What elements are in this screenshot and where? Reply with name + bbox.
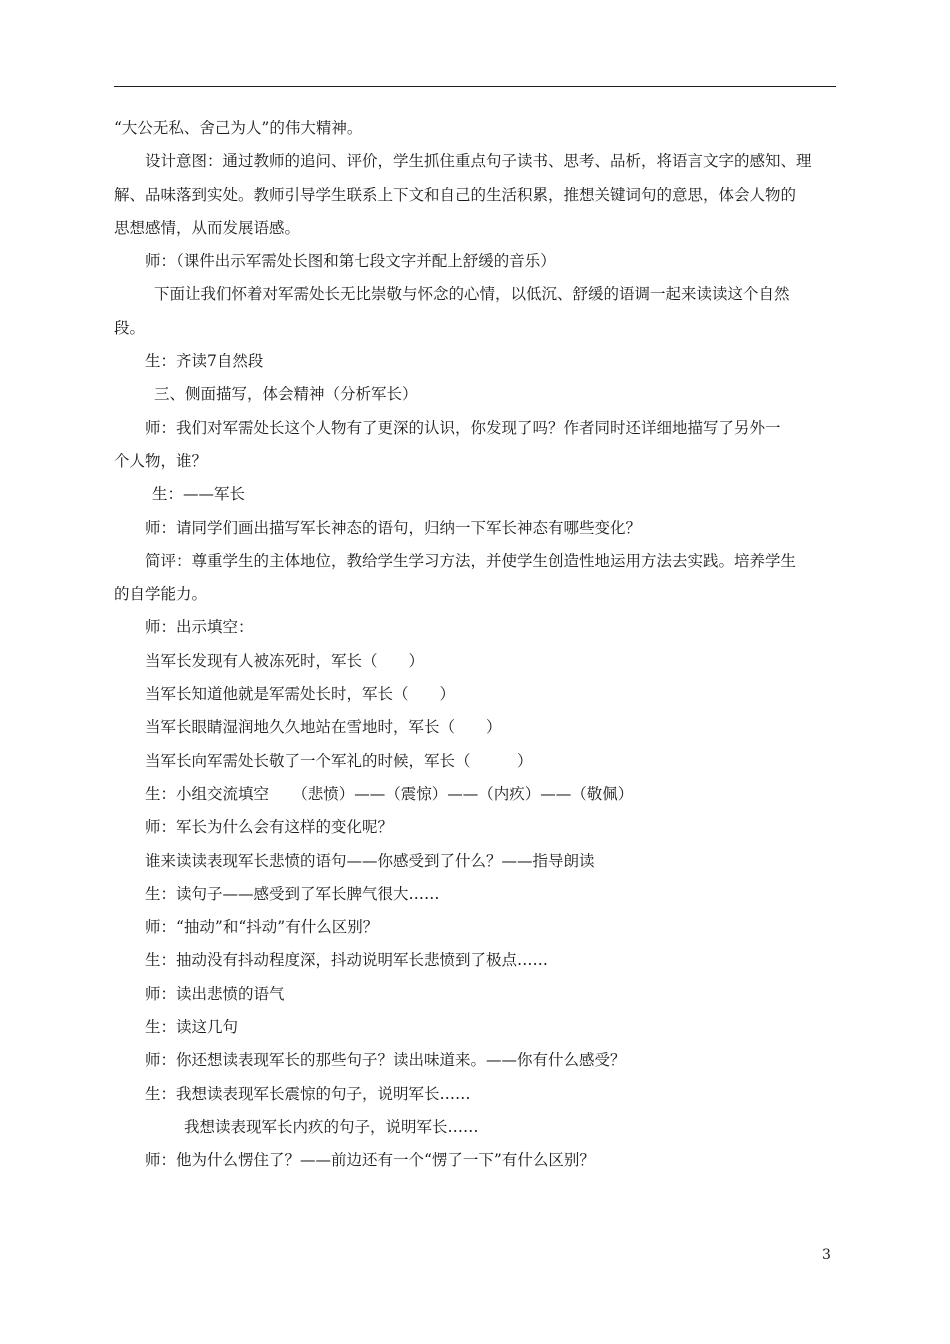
text-line: “大公无私、舍己为人”的伟大精神。 <box>114 119 363 137</box>
text-line: 师：他为什么愣住了？——前边还有一个“愣了一下”有什么区别？ <box>145 1151 595 1170</box>
text-line: 生：齐读7自然段 <box>145 352 264 371</box>
text-line: 三、侧面描写，体会精神（分析军长） <box>154 385 418 404</box>
text-line: 生：读句子——感受到了军长脾气很大…… <box>145 884 440 903</box>
page-number: 3 <box>822 1247 831 1263</box>
text-line: 师：请同学们画出描写军长神态的语句，归纳一下军长神态有哪些变化？ <box>145 518 642 537</box>
text-line: 谁来读读表现军长悲愤的语句——你感受到了什么？——指导朗读 <box>145 851 595 870</box>
text-line: 的自学能力。 <box>114 585 208 604</box>
document-body <box>114 112 836 1178</box>
text-line: 师：你还想读表现军长的那些句子？读出味道来。——你有什么感受？ <box>145 1051 626 1070</box>
text-line: 简评：尊重学生的主体地位，教给学生学习方法，并使学生创造性地运用方法去实践。培养学生 <box>145 551 797 570</box>
text-line: 师：出示填空： <box>145 618 254 637</box>
text-line: 生：读这几句 <box>145 1018 239 1037</box>
text-line: 师：军长为什么会有这样的变化呢？ <box>145 818 394 837</box>
text-line: 段。 <box>114 318 146 337</box>
text-line: 当军长向军需处长敬了一个军礼的时候，军长（ ） <box>145 751 533 770</box>
header-rule <box>114 86 836 87</box>
text-line: 师：（课件出示军需处长图和第七段文字并配上舒缓的音乐） <box>145 252 556 271</box>
text-line: 生：我想读表现军长震惊的句子，说明军长…… <box>145 1084 471 1103</box>
text-line: 生：——军长 <box>152 485 246 504</box>
text-line: 设计意图：通过教师的追问、评价，学生抓住重点句子读书、思考、品析，将语言文字的感知、理 <box>145 152 812 171</box>
text-line: 当军长眼睛湿润地久久地站在雪地时，军长（ ） <box>145 718 502 737</box>
text-line: 当军长知道他就是军需处长时，军长（ ） <box>145 685 456 704</box>
text-line: 下面让我们怀着对军需处长无比崇敬与怀念的心情，以低沉、舒缓的语调一起来读读这个自然 <box>154 285 790 304</box>
text-line: 师：读出悲愤的语气 <box>145 984 285 1003</box>
text-line: 师：我们对军需处长这个人物有了更深的认识，你发现了吗？作者同时还详细地描写了另外一 <box>145 418 781 437</box>
text-line: 个人物，谁？ <box>114 451 208 470</box>
text-line: 师：“抽动”和“抖动”有什么区别？ <box>145 918 379 937</box>
text-line: 思想感情，从而发展语感。 <box>114 218 301 237</box>
text-line: 我想读表现军长内疚的句子，说明军长…… <box>184 1117 479 1136</box>
text-line: 生：小组交流填空 （悲愤）——（震惊）——（内疚）——（敬佩） <box>145 784 634 803</box>
text-line: 生：抽动没有抖动程度深，抖动说明军长悲愤到了极点…… <box>145 951 549 970</box>
text-line: 解、品味落到实处。教师引导学生联系上下文和自己的生活积累，推想关键词句的意思，体会人物的 <box>114 185 797 204</box>
text-line: 当军长发现有人被冻死时，军长（ ） <box>145 651 425 670</box>
